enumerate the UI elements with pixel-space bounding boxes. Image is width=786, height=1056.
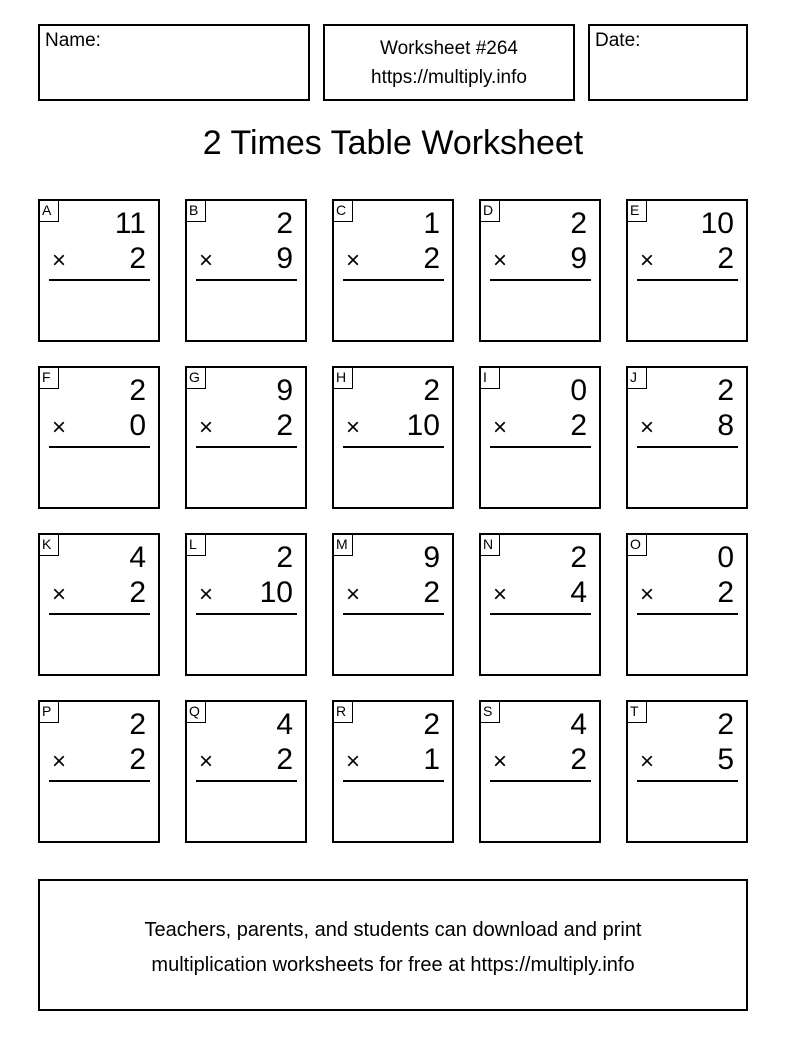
multiply-sign: × — [493, 581, 508, 608]
multiply-sign: × — [493, 748, 508, 775]
problem-letter: A — [39, 200, 59, 222]
multiply-sign: × — [52, 414, 67, 441]
problem-letter: M — [333, 534, 353, 556]
problem-letter: Q — [186, 701, 206, 723]
multiply-sign: × — [640, 748, 655, 775]
problem-top-number: 9 — [423, 541, 440, 574]
problem-card[interactable] — [332, 533, 454, 676]
problem-card[interactable] — [332, 700, 454, 843]
problem-card[interactable] — [479, 700, 601, 843]
problem-bottom-number: 2 — [717, 576, 734, 609]
answer-line — [490, 446, 591, 448]
answer-line — [343, 780, 444, 782]
problem-top-number: 2 — [717, 374, 734, 407]
answer-line — [196, 613, 297, 615]
problem-top-number: 4 — [276, 708, 293, 741]
site-url: https://multiply.info — [371, 67, 527, 88]
problem-card[interactable] — [332, 366, 454, 509]
problem-card[interactable] — [38, 533, 160, 676]
problem-bottom-number: 2 — [276, 743, 293, 776]
answer-line — [49, 279, 150, 281]
problem-card[interactable] — [38, 366, 160, 509]
problem-bottom-number: 2 — [717, 242, 734, 275]
problem-top-number: 9 — [276, 374, 293, 407]
problem-letter: F — [39, 367, 59, 389]
problem-top-number: 2 — [570, 207, 587, 240]
problem-card[interactable] — [626, 199, 748, 342]
problem-bottom-number: 9 — [276, 242, 293, 275]
problem-letter: L — [186, 534, 206, 556]
problem-card[interactable] — [185, 700, 307, 843]
problem-top-number: 10 — [700, 207, 734, 240]
problem-letter: T — [627, 701, 647, 723]
worksheet-number: Worksheet #264 — [379, 38, 518, 59]
multiply-sign: × — [346, 414, 361, 441]
problem-card[interactable] — [38, 199, 160, 342]
problem-letter: S — [480, 701, 500, 723]
multiply-sign: × — [493, 414, 508, 441]
worksheet-info-box — [323, 24, 575, 101]
answer-line — [490, 613, 591, 615]
problem-card[interactable] — [479, 366, 601, 509]
problem-card[interactable] — [626, 700, 748, 843]
problem-bottom-number: 2 — [129, 576, 146, 609]
multiply-sign: × — [640, 247, 655, 274]
problem-bottom-number: 4 — [570, 576, 587, 609]
problem-top-number: 2 — [423, 708, 440, 741]
problem-top-number: 2 — [570, 541, 587, 574]
problem-top-number: 2 — [717, 708, 734, 741]
answer-line — [637, 446, 738, 448]
answer-line — [637, 613, 738, 615]
problem-top-number: 0 — [717, 541, 734, 574]
problem-letter: R — [333, 701, 353, 723]
problem-card[interactable] — [332, 199, 454, 342]
problem-card[interactable] — [626, 533, 748, 676]
problem-letter: O — [627, 534, 647, 556]
problem-letter: N — [480, 534, 500, 556]
multiply-sign: × — [52, 247, 67, 274]
answer-line — [490, 780, 591, 782]
answer-line — [49, 780, 150, 782]
problem-bottom-number: 2 — [423, 242, 440, 275]
multiply-sign: × — [199, 748, 214, 775]
footer-line-2: multiplication worksheets for free at https://multiply.info — [151, 954, 635, 976]
problem-letter: C — [333, 200, 353, 222]
multiply-sign: × — [199, 414, 214, 441]
problem-grid — [38, 199, 748, 843]
problem-bottom-number: 1 — [423, 743, 440, 776]
problem-letter: I — [480, 367, 500, 389]
problem-top-number: 1 — [423, 207, 440, 240]
problem-bottom-number: 10 — [406, 409, 440, 442]
problem-letter: H — [333, 367, 353, 389]
multiply-sign: × — [52, 581, 67, 608]
problem-top-number: 2 — [423, 374, 440, 407]
multiply-sign: × — [199, 581, 214, 608]
problem-top-number: 4 — [129, 541, 146, 574]
problem-bottom-number: 0 — [129, 409, 146, 442]
problem-card[interactable] — [479, 199, 601, 342]
problem-top-number: 2 — [129, 708, 146, 741]
footer-box — [38, 879, 748, 1011]
problem-letter: K — [39, 534, 59, 556]
multiply-sign: × — [52, 748, 67, 775]
name-label: Name: — [45, 30, 101, 51]
multiply-sign: × — [640, 581, 655, 608]
answer-line — [637, 780, 738, 782]
answer-line — [49, 613, 150, 615]
problem-letter: P — [39, 701, 59, 723]
problem-letter: G — [186, 367, 206, 389]
problem-letter: D — [480, 200, 500, 222]
footer-line-1: Teachers, parents, and students can download and print — [144, 919, 642, 941]
answer-line — [196, 780, 297, 782]
multiply-sign: × — [346, 748, 361, 775]
problem-top-number: 2 — [276, 207, 293, 240]
answer-line — [343, 446, 444, 448]
problem-top-number: 2 — [276, 541, 293, 574]
problem-bottom-number: 9 — [570, 242, 587, 275]
problem-top-number: 11 — [114, 207, 146, 240]
answer-line — [343, 279, 444, 281]
problem-card[interactable] — [38, 700, 160, 843]
problem-card[interactable] — [185, 533, 307, 676]
problem-bottom-number: 2 — [570, 409, 587, 442]
answer-line — [196, 446, 297, 448]
problem-top-number: 0 — [570, 374, 587, 407]
problem-card[interactable] — [626, 366, 748, 509]
date-field-box[interactable] — [588, 24, 748, 101]
page-title: 2 Times Table Worksheet — [202, 124, 584, 162]
problem-card[interactable] — [185, 199, 307, 342]
answer-line — [49, 446, 150, 448]
name-field-box[interactable] — [38, 24, 310, 101]
problem-bottom-number: 2 — [276, 409, 293, 442]
problem-card[interactable] — [479, 533, 601, 676]
problem-bottom-number: 2 — [129, 743, 146, 776]
problem-bottom-number: 2 — [423, 576, 440, 609]
answer-line — [196, 279, 297, 281]
problem-bottom-number: 10 — [259, 576, 293, 609]
multiply-sign: × — [493, 247, 508, 274]
problem-bottom-number: 2 — [129, 242, 146, 275]
multiply-sign: × — [346, 581, 361, 608]
problem-top-number: 2 — [129, 374, 146, 407]
problem-top-number: 4 — [570, 708, 587, 741]
problem-letter: J — [627, 367, 647, 389]
problem-letter: E — [627, 200, 647, 222]
problem-bottom-number: 8 — [717, 409, 734, 442]
answer-line — [490, 279, 591, 281]
problem-card[interactable] — [185, 366, 307, 509]
multiply-sign: × — [640, 414, 655, 441]
answer-line — [637, 279, 738, 281]
multiply-sign: × — [199, 247, 214, 274]
date-label: Date: — [595, 30, 641, 51]
answer-line — [343, 613, 444, 615]
problem-bottom-number: 5 — [717, 743, 734, 776]
problem-letter: B — [186, 200, 206, 222]
problem-bottom-number: 2 — [570, 743, 587, 776]
multiply-sign: × — [346, 247, 361, 274]
